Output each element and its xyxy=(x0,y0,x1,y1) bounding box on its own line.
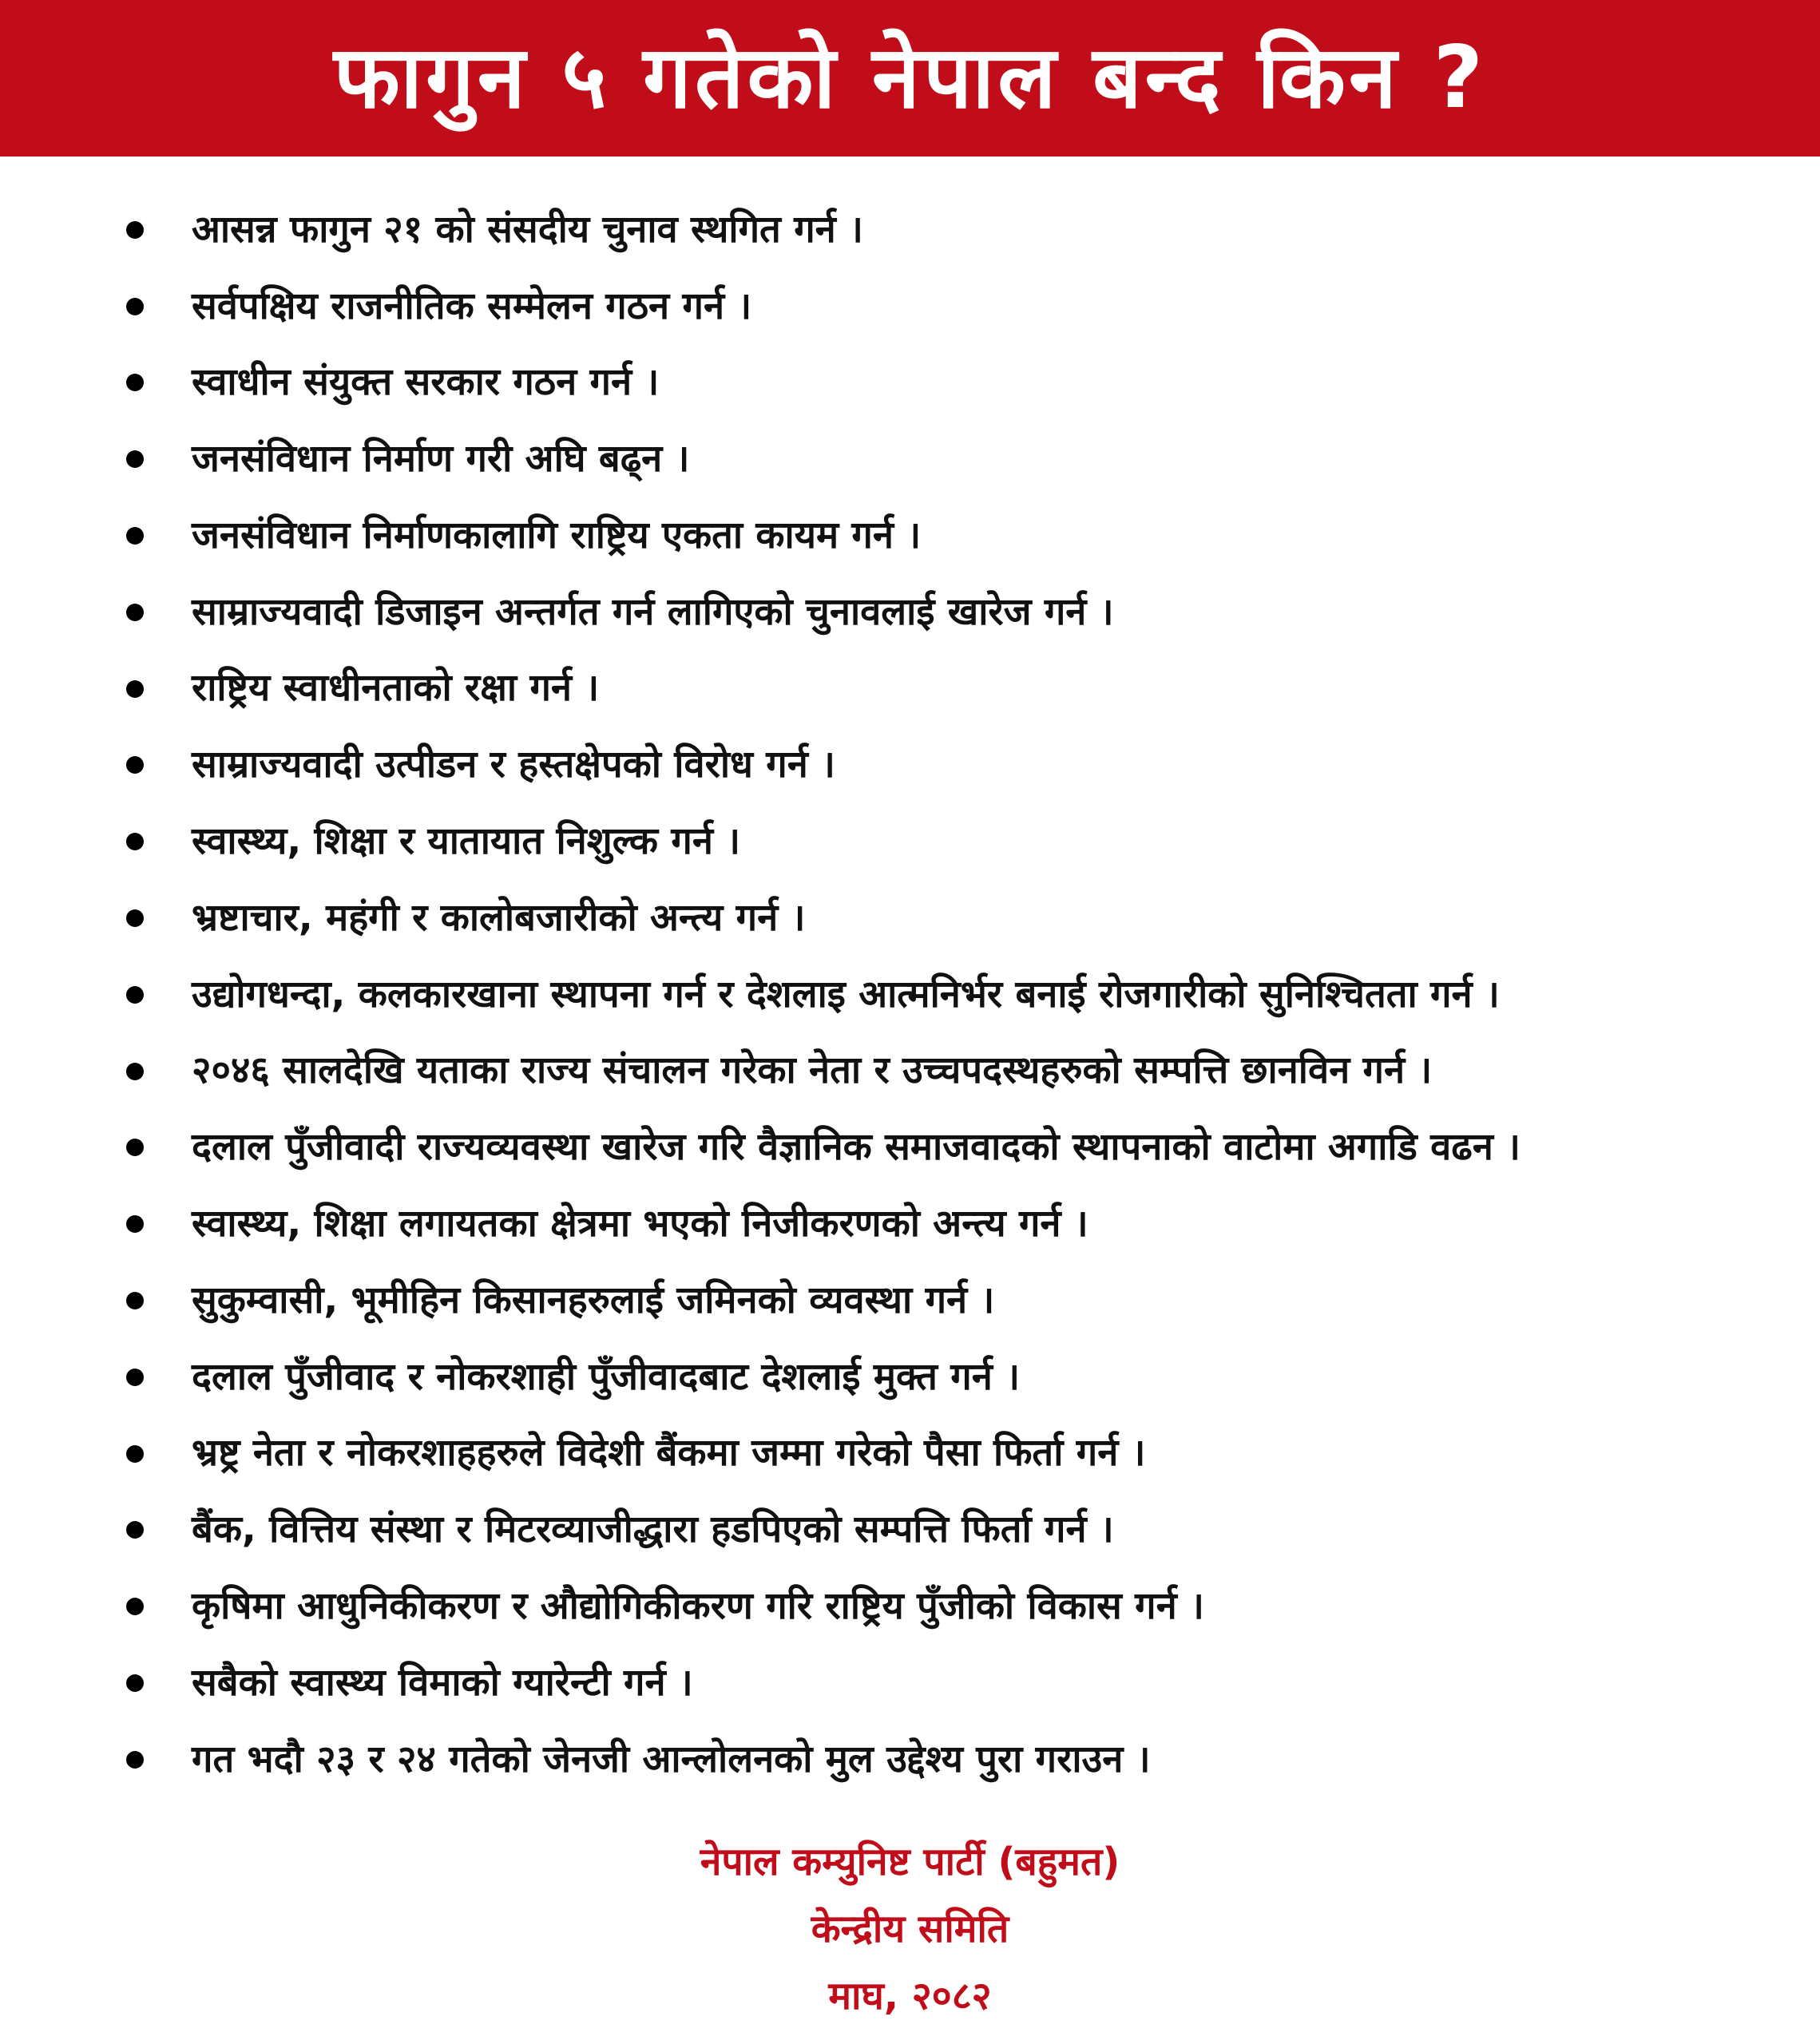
title-banner xyxy=(0,0,1820,156)
committee-name: केन्द्रीय समिति xyxy=(811,1907,1009,1951)
list-item xyxy=(120,651,1797,727)
demand-text: उद्योगधन्दा, कलकारखाना स्थापना गर्न र देशलाइ आत्मनिर्भर बनाई रोजगारीको सुनिश्चितता गर्न । xyxy=(192,972,1500,1016)
demand-text: आसन्न फागुन २१ को संसदीय चुनाव स्थगित गर्न । xyxy=(192,207,863,252)
bullet-icon xyxy=(126,756,144,774)
list-item xyxy=(120,1416,1797,1492)
demand-text: स्वास्थ्य, शिक्षा र यातायात निशुल्क गर्न । xyxy=(192,819,741,864)
demand-list xyxy=(120,192,1797,1798)
bullet-icon xyxy=(126,221,144,239)
list-item xyxy=(120,574,1797,651)
bullet-icon xyxy=(126,1292,144,1309)
bullet-icon xyxy=(126,450,144,468)
list-item xyxy=(120,345,1797,422)
bullet-icon xyxy=(126,527,144,545)
list-item xyxy=(120,1262,1797,1339)
bullet-icon xyxy=(126,298,144,315)
list-item xyxy=(120,497,1797,574)
bullet-icon xyxy=(126,833,144,850)
list-item xyxy=(120,803,1797,880)
list-item xyxy=(120,1568,1797,1645)
list-item xyxy=(120,1110,1797,1186)
list-item xyxy=(120,268,1797,345)
demand-text: जनसंविधान निर्माण गरी अघि बढ्न । xyxy=(192,437,690,481)
demand-text: भ्रष्ट्र नेता र नोकरशाहहरुले विदेशी बैंकमा जम्मा गरेको पैसा फिर्ता गर्न । xyxy=(192,1431,1146,1476)
demand-text: स्वाधीन संयुक्त सरकार गठन गर्न । xyxy=(192,360,660,405)
list-item xyxy=(120,880,1797,957)
list-item xyxy=(120,1645,1797,1721)
demand-text: साम्राज्यवादी डिजाइन अन्तर्गत गर्न लागिएको चुनावलाई खारेज गर्न । xyxy=(192,589,1114,634)
bullet-icon xyxy=(126,604,144,621)
demand-text: दलाल पुँजीवादी राज्यव्यवस्था खारेज गरि वैज्ञानिक समाजवादको स्थापनाको वाटोमा अगाडि वढन । xyxy=(192,1125,1521,1170)
demand-text: सबैको स्वास्थ्य विमाको ग्यारेन्टी गर्न । xyxy=(192,1660,693,1705)
bullet-icon xyxy=(126,680,144,698)
demand-text: सुकुम्वासी, भूमीहिन किसानहरुलाई जमिनको व्यवस्था गर्न । xyxy=(192,1278,995,1322)
list-item xyxy=(120,421,1797,497)
list-item xyxy=(120,1033,1797,1110)
bullet-icon xyxy=(126,1139,144,1156)
demand-text: कृषिमा आधुनिकीकरण र औद्योगिकीकरण गरि राष्ट्रिय पुँजीको विकास गर्न । xyxy=(192,1584,1204,1629)
organization-name: नेपाल कम्युनिष्ट पार्टी (बहुमत) xyxy=(700,1840,1120,1884)
signature-block xyxy=(0,1828,1820,2030)
bullet-icon xyxy=(126,1445,144,1463)
bullet-icon xyxy=(126,1521,144,1539)
demand-text: साम्राज्यवादी उत्पीडन र हस्तक्षेपको विरोध गर्न । xyxy=(192,743,835,787)
bullet-icon xyxy=(126,1063,144,1080)
bullet-icon xyxy=(126,374,144,391)
bullet-icon xyxy=(126,1751,144,1769)
demand-text: गत भदौ २३ र २४ गतेको जेनजी आन्लोलनको मुल उद्देश्य पुरा गराउन । xyxy=(192,1737,1151,1781)
bullet-icon xyxy=(126,986,144,1004)
bullet-icon xyxy=(126,1215,144,1233)
demand-text: २०४६ सालदेखि यताका राज्य संचालन गरेका नेता र उच्चपदस्थहरुको सम्पत्ति छानविन गर्न । xyxy=(192,1048,1433,1093)
list-item xyxy=(120,192,1797,268)
demand-text: सर्वपक्षिय राजनीतिक सम्मेलन गठन गर्न । xyxy=(192,283,752,328)
list-item xyxy=(120,957,1797,1033)
demand-text: भ्रष्टाचार, महंगी र कालोबजारीको अन्त्य गर्न । xyxy=(192,895,806,940)
demand-text: दलाल पुँजीवाद र नोकरशाही पुँजीवादबाट देशलाई मुक्त गर्न । xyxy=(192,1354,1021,1399)
bullet-icon xyxy=(126,1674,144,1692)
list-item xyxy=(120,1186,1797,1262)
issue-date: माघ, २०८२ xyxy=(828,1974,992,2018)
list-item xyxy=(120,1721,1797,1798)
list-item xyxy=(120,727,1797,804)
bullet-icon xyxy=(126,909,144,927)
list-item xyxy=(120,1339,1797,1416)
page-title: फागुन ५ गतेको नेपाल बन्द किन ? xyxy=(333,28,1487,128)
bullet-icon xyxy=(126,1369,144,1386)
demand-text: राष्ट्रिय स्वाधीनताको रक्षा गर्न । xyxy=(192,666,600,711)
demand-text: स्वास्थ्य, शिक्षा लगायतका क्षेत्रमा भएको निजीकरणको अन्त्य गर्न । xyxy=(192,1202,1088,1246)
list-item xyxy=(120,1492,1797,1569)
demand-text: जनसंविधान निर्माणकालागि राष्ट्रिय एकता कायम गर्न । xyxy=(192,513,922,557)
bullet-icon xyxy=(126,1598,144,1615)
demand-text: बैंक, वित्तिय संस्था र मिटरव्याजीद्धारा हडपिएको सम्पत्ति फिर्ता गर्न । xyxy=(192,1507,1114,1552)
